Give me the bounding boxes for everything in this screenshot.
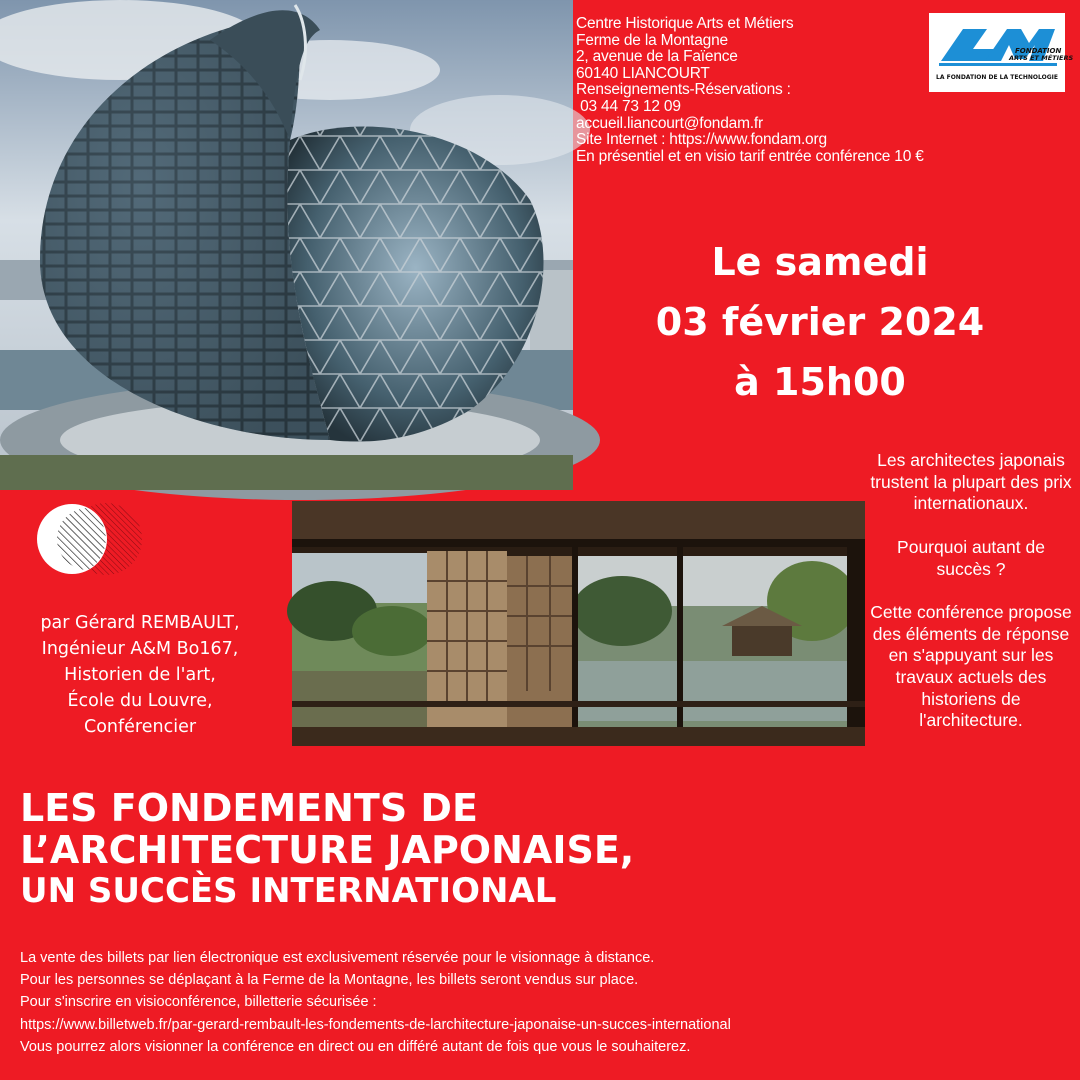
circles-icon — [36, 502, 146, 576]
contact-phone[interactable]: 03 44 73 12 09 — [576, 97, 681, 115]
event-full-date: 03 février 2024 — [655, 300, 985, 344]
ticket-link[interactable]: https://www.billetweb.fr/par-gerard-rembault-les-fondements-de-larchitecture-japonaise-un-succes-international — [20, 1016, 731, 1033]
contact-price: En présentiel et en visio tarif entrée conférence 10 € — [576, 147, 924, 165]
description-paragraph-1: Les architectes japonais trustent la plupart des prix internationaux. — [870, 450, 1072, 514]
description-paragraph-2: Pourquoi autant de succès ? — [897, 536, 1045, 579]
title-line-1: LES FONDEMENTS DE — [20, 786, 478, 830]
event-day: Le samedi — [711, 240, 929, 284]
contact-city: 60140 LIANCOURT — [576, 64, 710, 82]
footer-line-1: La vente des billets par lien électronique est exclusivement réservée pour le visionnage à distance. — [20, 950, 655, 966]
event-time: à 15h00 — [734, 360, 906, 404]
speaker-title: Ingénieur A&M Bo167, — [41, 639, 239, 659]
ticket-info — [20, 947, 1070, 1058]
contact-info — [576, 16, 976, 165]
fondation-am-logo — [929, 13, 1074, 92]
title-line-3: UN SUCCÈS INTERNATIONAL — [20, 871, 557, 911]
contact-street: 2, avenue de la Faïence — [576, 48, 738, 66]
speaker-role: Historien de l'art, — [64, 665, 216, 685]
contact-website[interactable]: Site Internet : https://www.fondam.org — [576, 131, 827, 149]
sphere-building-photo — [0, 0, 573, 490]
contact-reservations-label: Renseignements-Réservations : — [576, 81, 791, 99]
description-paragraph-3: Cette conférence propose des éléments de réponse en s'appuyant sur les travaux actuels des historiens de l'architecture. — [870, 601, 1072, 731]
footer-line-2: Pour les personnes se déplaçant à la Ferme de la Montagne, les billets seront vendus sur place. — [20, 972, 639, 989]
tea-house-photo — [292, 501, 865, 746]
sphere-building-illustration — [0, 0, 573, 490]
speaker-occupation: Conférencier — [83, 717, 197, 737]
speaker-school: École du Louvre, — [67, 691, 213, 711]
contact-venue: Centre Historique Arts et Métiers — [576, 15, 794, 32]
logo-tagline: LA FONDATION DE LA TECHNOLOGIE — [936, 74, 1058, 81]
am-logo-mark — [929, 13, 1074, 92]
title-line-2: L’ARCHITECTURE JAPONAISE, — [20, 828, 635, 872]
event-description — [868, 450, 1074, 754]
logo-line2: ARTS ET MÉTIERS — [1009, 54, 1074, 62]
contact-place: Ferme de la Montagne — [576, 31, 728, 49]
speaker-name: par Gérard REMBAULT, — [40, 613, 240, 633]
tea-house-illustration — [292, 501, 865, 746]
overlapping-circles-icon — [36, 502, 146, 576]
event-date — [600, 232, 1040, 412]
footer-line-5: Vous pourrez alors visionner la conférence en direct ou en différé autant de fois que vous le souhaiterez. — [20, 1038, 691, 1055]
contact-email[interactable]: accueil.liancourt@fondam.fr — [576, 114, 763, 132]
footer-line-3: Pour s'inscrire en visioconférence, billetterie sécurisée : — [20, 994, 377, 1011]
logo-line1: FONDATION — [1015, 47, 1062, 55]
event-title — [20, 787, 920, 911]
speaker-info — [20, 610, 260, 740]
